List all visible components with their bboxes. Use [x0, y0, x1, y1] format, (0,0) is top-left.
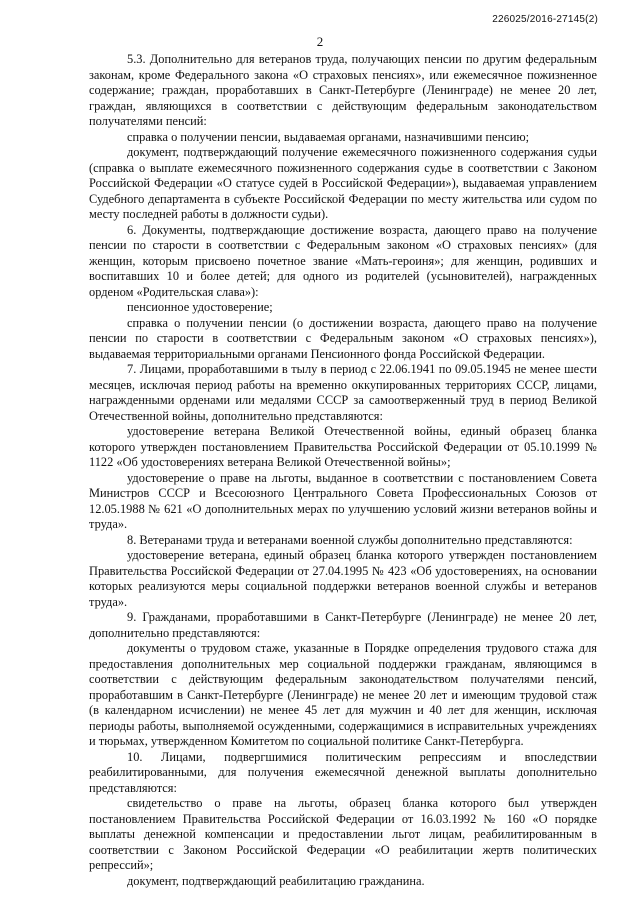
list-item-pension-certificate: справка о получении пенсии, выдаваемая органами, назначившими пенсию;	[127, 129, 530, 144]
paragraph-10: 10. Лицами, подвергшимися политическим репрессиям и впоследствии реабилитированными, для получения ежемесячной денежной выплаты дополнительно представляются:	[89, 749, 597, 795]
paragraph-6: 6. Документы, подтверждающие достижение возраста, дающего право на получение пенсии по старости в соответствии с Федеральным законом «О страховых пенсиях» (для женщин, которым присвоено почетное звание «Мать-героиня»; для женщин, родивших и воспитавших 10 и более детей; для одного из родителей (усыновителей), награжденных орденом «Родительская слава»):	[89, 222, 597, 299]
document-id: 226025/2016-27145(2)	[492, 14, 598, 25]
page-number: 2	[316, 34, 324, 49]
list-item-age-certificate: справка о получении пенсии (о достижении возраста, дающего право на получение пенсии по старости в соответствии с Федеральным законом «О страховых пенсиях»), выдаваемая территориальными органами Пенсионного фонда Российской Федерации.	[89, 315, 597, 361]
list-item-rehabilitation-document: документ, подтверждающий реабилитацию гражданина.	[127, 873, 425, 888]
list-item-judge-document: документ, подтверждающий получение ежемесячного пожизненного содержания судьи (справка о выплате ежемесячного пожизненного содержания судье в соответствии с Законом Российской Федерации «О статусе судей в Российской Федерации»), выдаваемая управлением Судебного департамента в субъекте Российской Федерации по месту жительства или судом по месту последней работы в должности судьи).	[89, 145, 597, 221]
paragraph-9: 9. Гражданами, проработавшими в Санкт-Петербурге (Ленинграде) не менее 20 лет, дополнительно представляются:	[89, 610, 597, 640]
list-item-benefits-right-certificate: свидетельство о праве на льготы, образец бланка которого был утвержден постановлением Правительства Российской Федерации от 16.03.1992 № 160 «О порядке выплаты денежной компенсации и предоставлении льгот лицам, реабилитированным в соответствии с Законом Российской Федерации «О реабилитации жертв политических репрессий»;	[89, 796, 597, 872]
paragraph-8: 8. Ветеранами труда и ветеранами военной службы дополнительно представляются:	[127, 532, 573, 547]
paragraph-5-3: 5.3. Дополнительно для ветеранов труда, получающих пенсии по другим федеральным законам, кроме Федерального закона «О страховых пенсиях», или ежемесячное пожизненное содержание; граждан, проработавших в Санкт-Петербурге (Ленинграде) не менее 20 лет, граждан, являющихся в соответствии с действующим федеральным законодательством получателями пенсий:	[89, 52, 597, 128]
list-item-pension-id: пенсионное удостоверение;	[127, 300, 273, 314]
list-item-benefits-certificate: удостоверение о праве на льготы, выданное в соответствии с постановлением Совета Министров СССР и Всесоюзного Центрального Совета Профессиональных Союзов от 12.05.1988 № 621 «О дополнительных мерах по улучшению условий жизни ветеранов войны и труда».	[89, 470, 597, 531]
list-item-veteran-id: удостоверение ветерана, единый образец бланка которого утвержден постановлением Правительства Российской Федерации от 27.04.1995 № 423 «Об удостоверениях, на основании которых реализуются меры социальной поддержки ветеранов военной службы и ветеранов труда».	[89, 548, 597, 609]
document-body	[89, 52, 597, 889]
paragraph-7: 7. Лицами, проработавшими в тылу в период с 22.06.1941 по 09.05.1945 не менее шести месяцев, исключая период работы на временно оккупированных территориях СССР, лицами, награжденными орденами или медалями СССР за самоотверженный труд в период Великой Отечественной войны, дополнительно представляются:	[89, 362, 597, 423]
list-item-war-veteran-id: удостоверение ветерана Великой Отечественной войны, единый образец бланка которого утвержден постановлением Правительства Российской Федерации от 05.10.1999 № 1122 «Об удостоверениях ветерана Великой Отечественной войны»;	[89, 424, 597, 469]
list-item-work-experience-docs: документы о трудовом стаже, указанные в Порядке определения трудового стажа для предоставления дополнительных мер социальной поддержки гражданам, являющимся в соответствии с действующим федеральным законодательством получателями пенсий, проработавшим в Санкт-Петербурге (Ленинграде) не менее 20 лет и имеющим трудовой стаж (в календарном исчислении) не менее 45 лет для мужчин и 40 лет для женщин, исключая периоды работы, выполняемой осужденными, содержащимися в исправительных учреждениях и тюрьмах, утвержденном Комитетом по социальной политике Санкт-Петербурга.	[89, 641, 597, 748]
